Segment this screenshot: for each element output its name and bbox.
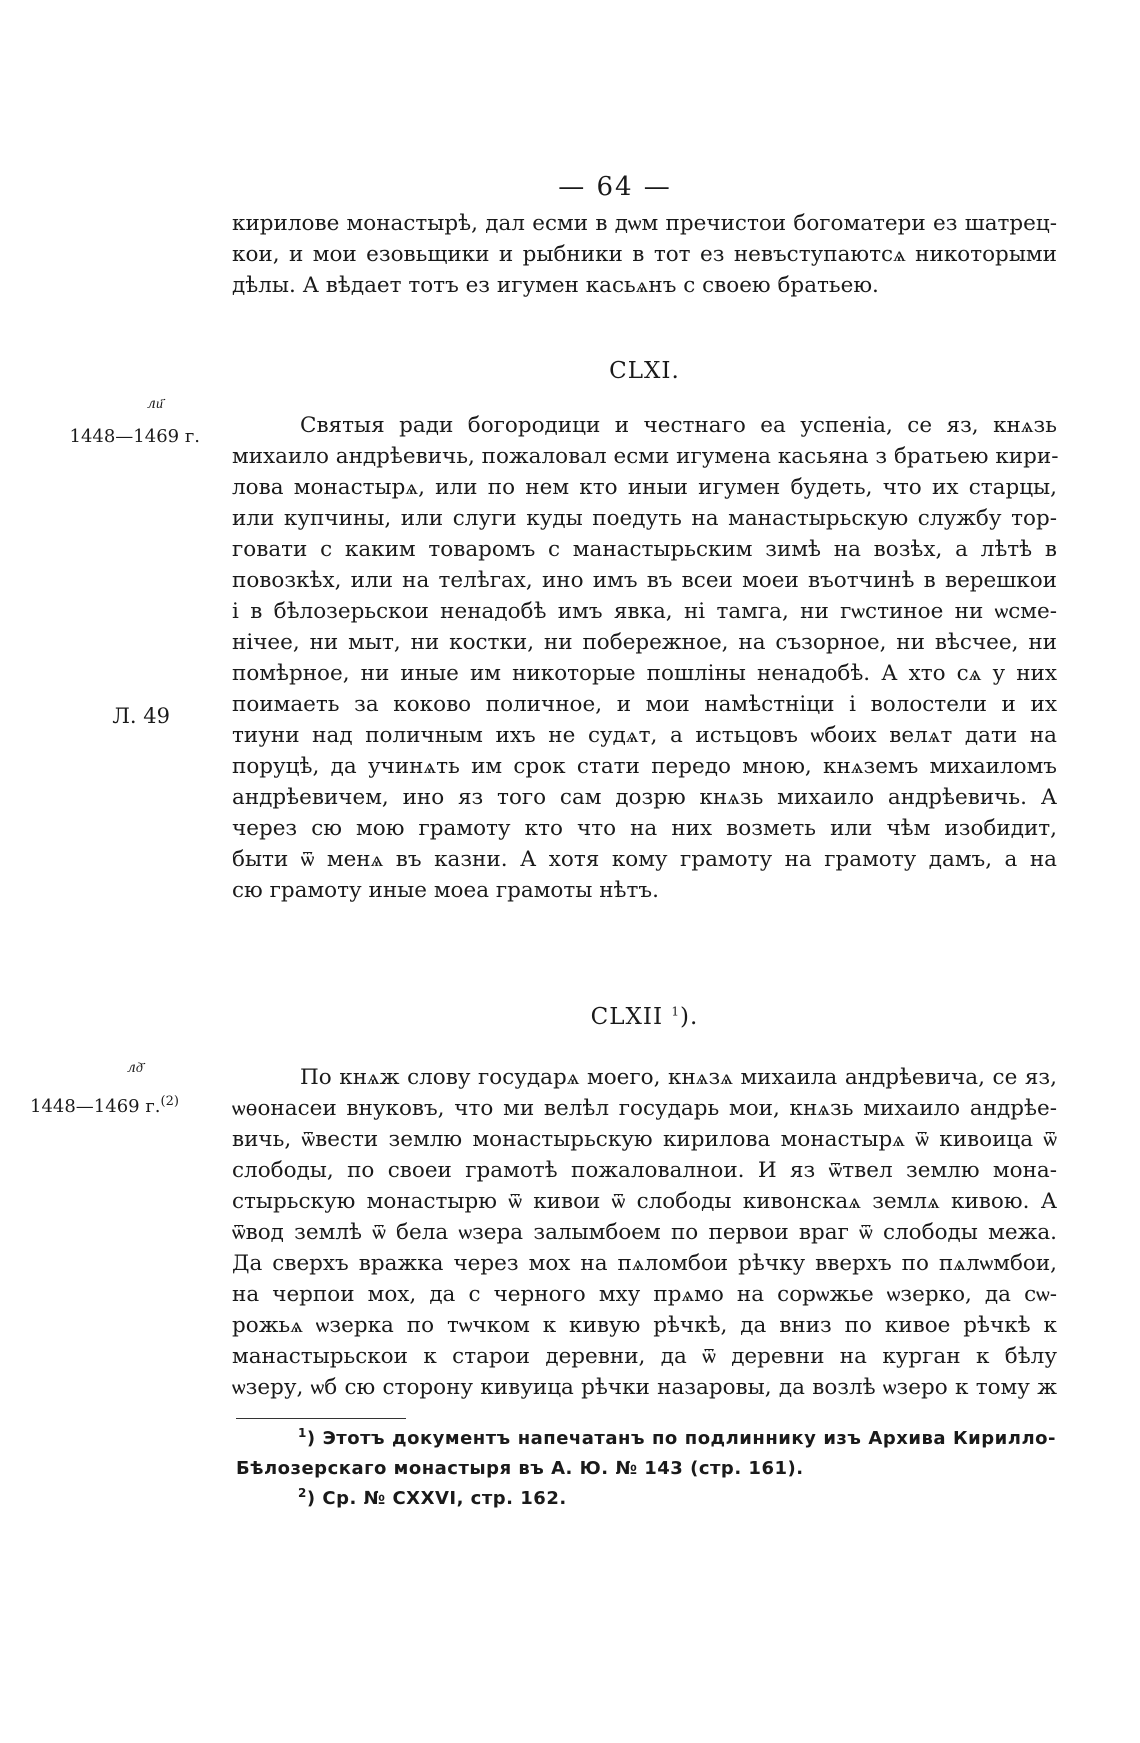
margin-date-162: 1448—1469 г.$^{(2)}$ [30, 1094, 179, 1117]
footnote-1-marker: 1 [298, 1426, 307, 1440]
footnote-2-marker: 2 [298, 1486, 307, 1500]
margin-note-ref-2: (2) [160, 1094, 179, 1109]
page-number: — 64 — [558, 172, 672, 202]
margin-code-162: лд҃ [127, 1060, 143, 1076]
text-line: Святыя ради богородици и честнаго еа успеніа, се яз, кнѧзь [300, 413, 1057, 438]
text-line: михаило андрѣевичь, пожаловал есми игумена касьяна з братьею кири- [232, 444, 1059, 469]
text-line: быти ѿ менѧ въ казни. А хотя кому грамоту на грамоту дамъ, а на [232, 847, 1057, 872]
text-line: через сю мою грамоту кто что на них возметь или чѣм изобидит, [232, 816, 1057, 841]
text-line: манастырьскои к старои деревни, да ѿ деревни на курган к бѣлу [232, 1344, 1057, 1369]
margin-code-161: ли҃ [147, 396, 163, 412]
text-line: нічее, ни мыт, ни костки, ни побережное, на съзорное, ни вѣсчее, ни [232, 630, 1057, 655]
text-line: ѡѳонасеи внуковъ, что ми велѣл государь мои, кнѧзь михаило андрѣе- [232, 1096, 1057, 1121]
text-line: рожьѧ ѡзерка по тѡчком к кивую рѣчкѣ, да вниз по кивое рѣчкѣ к [232, 1313, 1057, 1338]
text-line: і в бѣлозерьскои ненадобѣ имъ явка, ні тамга, ни гѡстиное ни ѡсме- [232, 599, 1057, 624]
text-line: Да сверхъ вражка через мох на пѧломбои рѣчку вверхъ по пѧлѡмбои, [232, 1251, 1057, 1276]
text-line: ѡзеру, ѡб сю сторону кивуица рѣчки назаровы, да возлѣ ѡзеро к тому ж [232, 1375, 1057, 1400]
text-line: ѿвод землѣ ѿ бела ѡзера залымбоем по первои враг ѿ слободы межа. [232, 1220, 1057, 1245]
footnotes [236, 1424, 1056, 1514]
text-line: на черпои мох, да с черного мху прѧмо на сорѡжье ѡзерко, да сѡ- [232, 1282, 1057, 1307]
section-heading-161: CLXI. [609, 358, 680, 384]
footnote-ref-1: 1 [671, 1004, 681, 1019]
intro-paragraph [232, 208, 1057, 301]
text-line: По кнѧж слову государѧ моего, кнѧзѧ михаила андрѣевича, се яз, [300, 1065, 1057, 1090]
text-line: вичь, ѿвести землю монастырьскую кирилова монастырѧ ѿ кивоица ѿ [232, 1127, 1057, 1152]
text-line: поимаеть за коково поличное, и мои намѣстніци і волостели и их [232, 692, 1057, 717]
heading-text: CLXII [590, 1004, 664, 1030]
text-line: помѣрное, ни иные им никоторые пошліны ненадобѣ. А хто сѧ у них [232, 661, 1057, 686]
section-heading-162 [232, 1004, 1057, 1030]
text-line: или купчины, или слуги куды поедуть на манастырьскую службу тор- [232, 506, 1057, 531]
margin-leaf-161: Л. 49 [112, 704, 170, 728]
text-line: говати с каким товаромъ с манастырьским зимѣ на возѣх, а лѣтѣ в [232, 537, 1057, 562]
section-162-body [232, 1062, 1057, 1403]
text-line: слободы, по своеи грамотѣ пожаловалнои. И яз ѿтвел землю мона- [232, 1158, 1057, 1183]
heading-suffix: ). [680, 1004, 699, 1030]
footnote-1-line-2: Бѣлозерскаго монастыря въ А. Ю. № 143 (стр. 161). [236, 1458, 804, 1479]
text-line: тиуни над поличным ихъ не судѧт, а истьцовъ ѡбоих велѧт дати на [232, 723, 1057, 748]
text-line: лова монастырѧ, или по нем кто иныи игумен будеть, что их старцы, [232, 475, 1057, 500]
text-line: кои, и мои езовьщики и рыбники в тот ез невъступаютсѧ никоторыми [232, 242, 1057, 267]
text-line: стырьскую монастырю ѿ кивои ѿ слободы кивонскаѧ землѧ кивою. А [232, 1189, 1057, 1214]
text-line: дѣлы. А вѣдает тотъ ез игумен касьѧнъ с своею братьею. [232, 273, 879, 298]
footnote-2: $^2$) Ср. № CXXVI, стр. 162. [298, 1486, 567, 1509]
footnote-divider [236, 1418, 406, 1419]
text-line: кирилове монастырѣ, дал есми в дѡм пречистои богоматери ез шатрец- [232, 211, 1057, 236]
section-161-body [232, 410, 1057, 906]
text-line: сю грамоту иные моеа грамоты нѣтъ. [232, 878, 659, 903]
text-line: андрѣевичем, ино яз того сам дозрю кнѧзь михаило андрѣевичь. А [232, 785, 1057, 810]
text-line: поруцѣ, да учинѧть им срок стати передо мною, кнѧземъ михаиломъ [232, 754, 1057, 779]
footnote-1-line-1: $^1$) Этотъ документъ напечатанъ по подлиннику изъ Архива Кирилло- [298, 1426, 1056, 1449]
text-line: повозкѣх, или на телѣгах, ино имъ въ всеи моеи въотчинѣ в верешкои [232, 568, 1057, 593]
margin-date-161: 1448—1469 г. [69, 426, 200, 447]
